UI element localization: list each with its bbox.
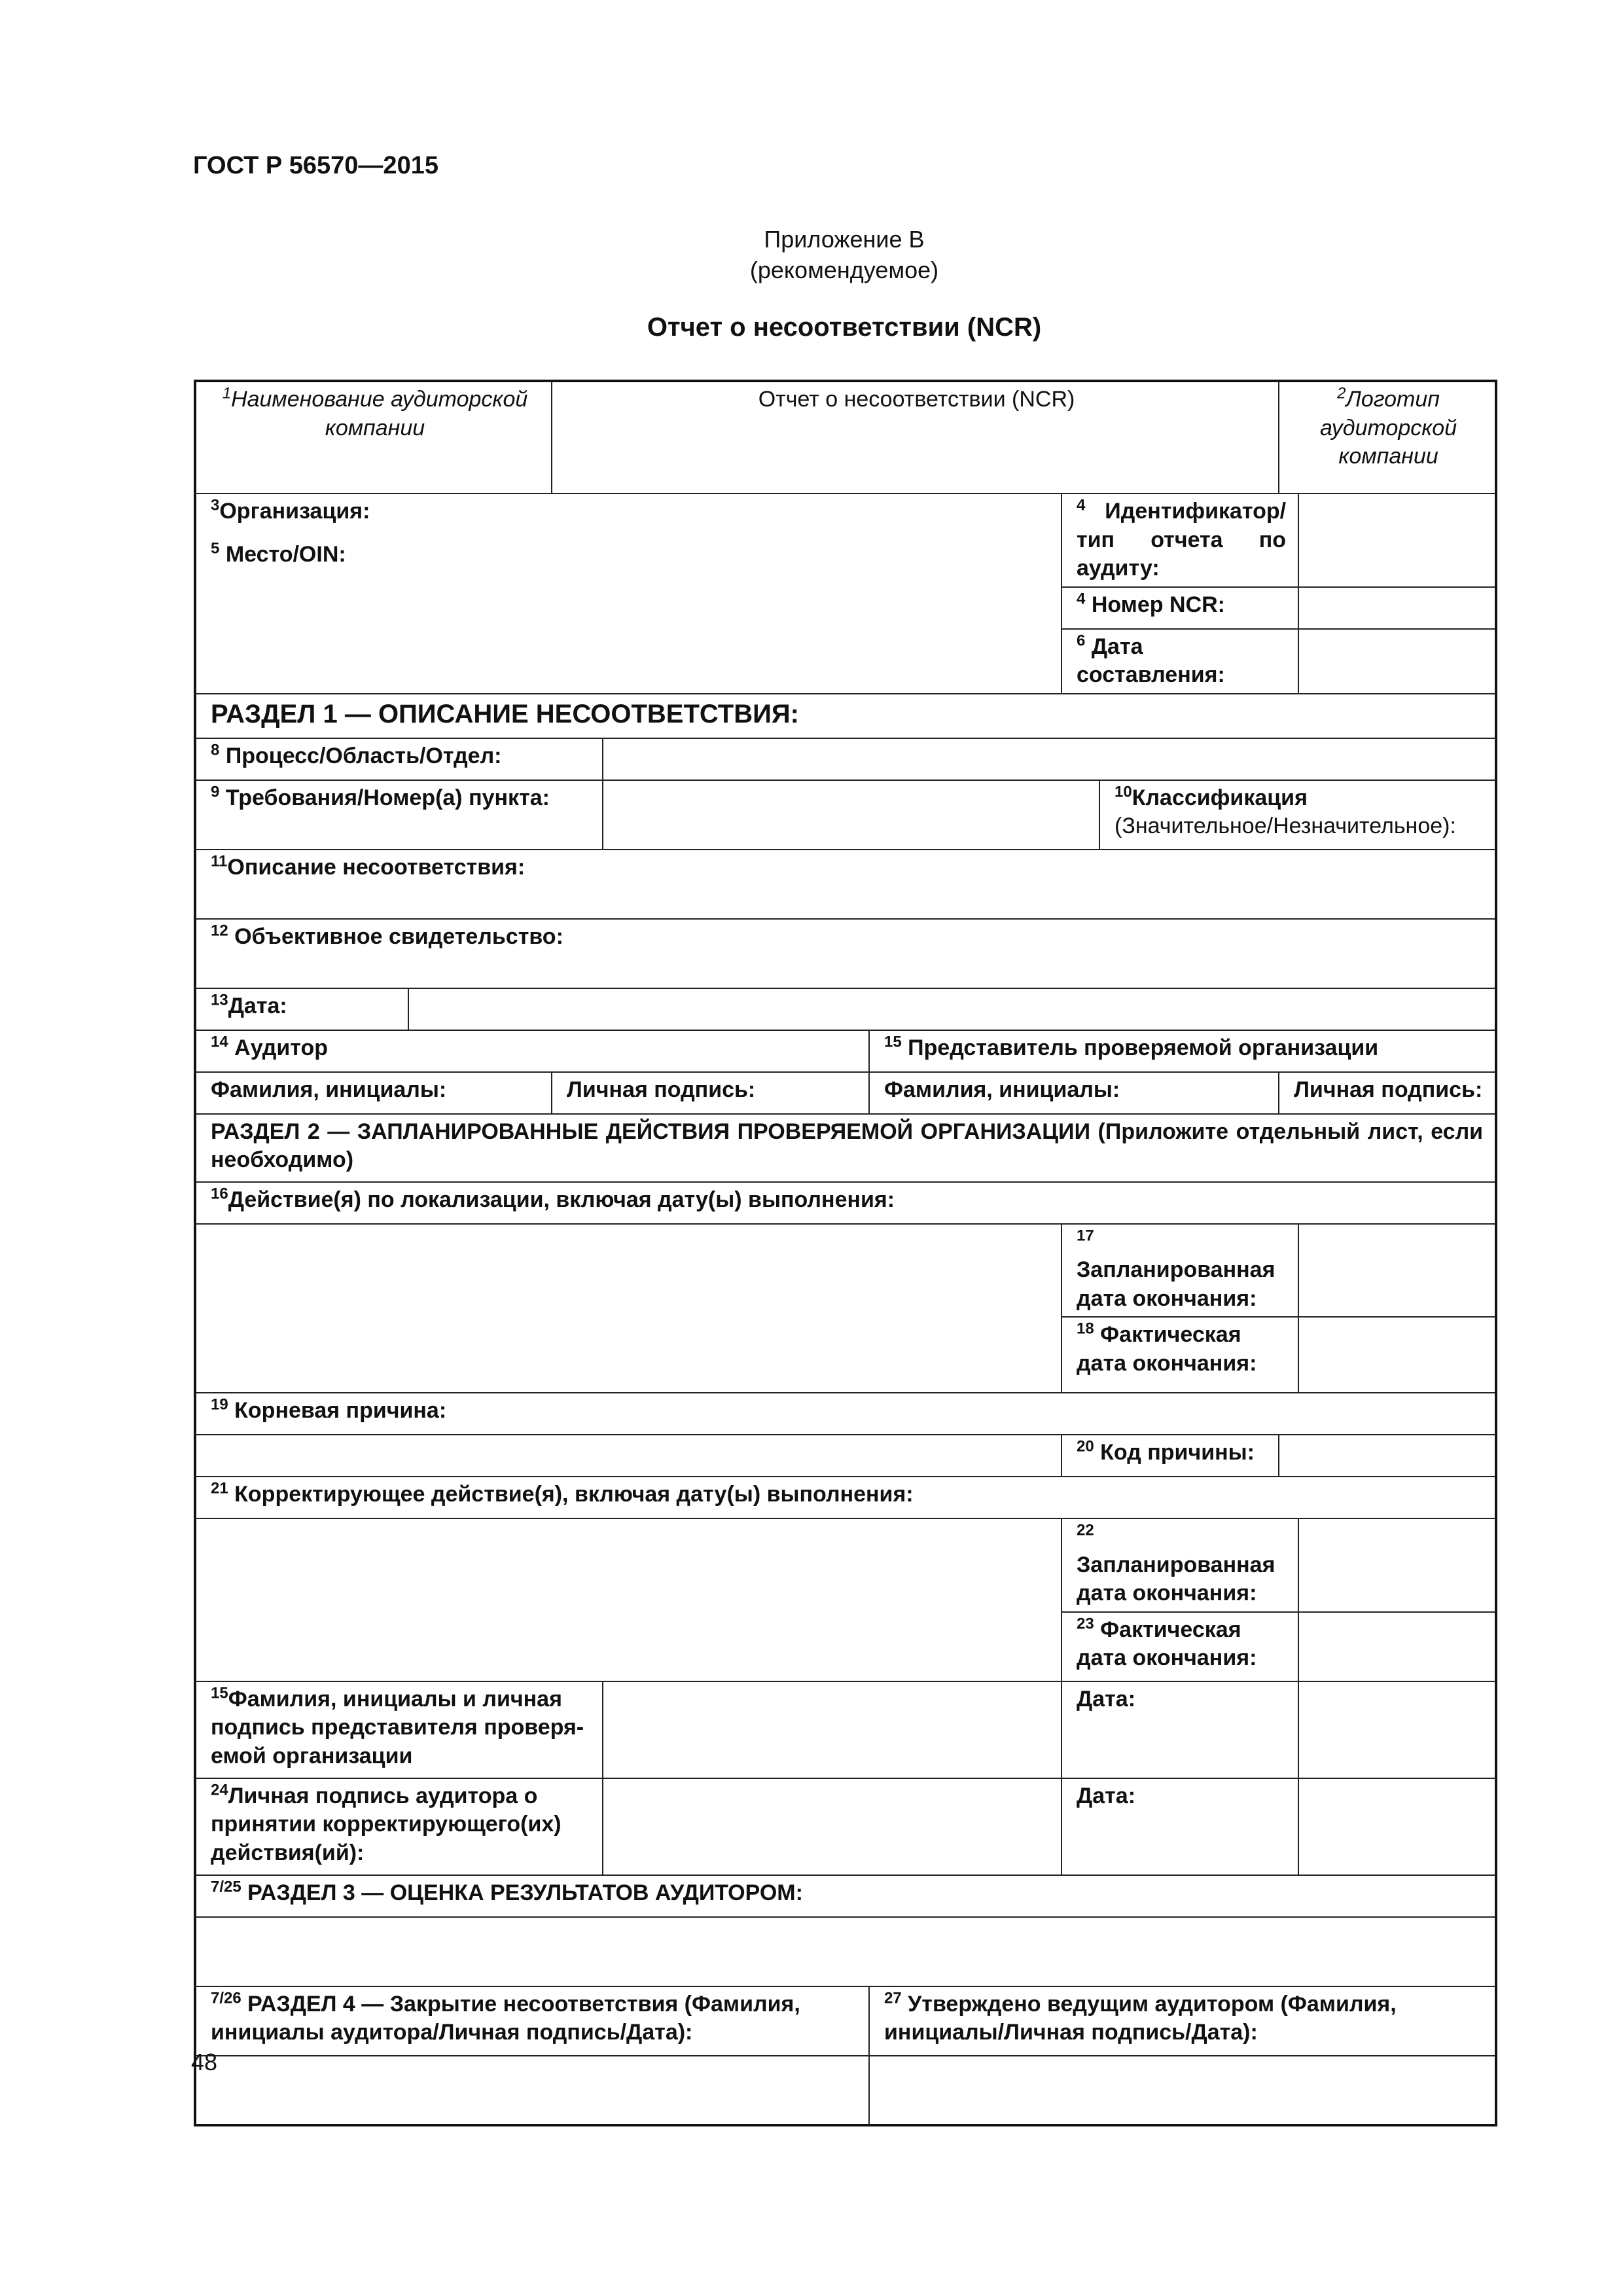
- organization-location-cell[interactable]: $^3$Организация: $^5$ Место/OIN:: [195, 493, 1061, 694]
- representative-signature-field[interactable]: Личная подпись:: [1279, 1072, 1496, 1114]
- standard-number: ГОСТ Р 56570—2015: [193, 152, 438, 179]
- form-center-title: Отчет о несоответствии (NCR): [552, 381, 1279, 493]
- root-cause-value[interactable]: [195, 1435, 1061, 1477]
- date-13-value[interactable]: [408, 988, 1496, 1030]
- root-cause-label: $^{19}$ Корневая причина:: [195, 1393, 1496, 1435]
- process-value[interactable]: [603, 738, 1496, 780]
- rep-date-field[interactable]: Дата:: [1061, 1681, 1298, 1778]
- actual-23-value[interactable]: [1298, 1612, 1496, 1681]
- evidence-cell[interactable]: $^{12}$ Объективное свидетельство:: [195, 919, 1496, 988]
- auditor-acceptance-label: $^{24}$Личная подпись аудитора о принятии корректирующего(их) действия(ий):: [195, 1778, 603, 1875]
- report-type-label: $^4$ Идентификатор/тип отчета по аудиту:: [1061, 493, 1298, 587]
- issue-date-label: $^6$ Дата составления:: [1061, 629, 1298, 694]
- planned-17-value[interactable]: [1298, 1224, 1496, 1318]
- requirements-value[interactable]: [603, 780, 1099, 850]
- planned-22-label: $^{22}$ Запланированная дата окончания:: [1061, 1518, 1298, 1612]
- section-3-value[interactable]: [195, 1917, 1496, 1986]
- rep-date-value[interactable]: [1298, 1681, 1496, 1778]
- actual-18-label: $^{18}$ Фактическая дата окончания:: [1061, 1317, 1298, 1393]
- corrective-label: $^{21}$ Корректирующее действие(я), включая дату(ы) выполнения:: [195, 1477, 1496, 1518]
- report-type-value[interactable]: [1298, 493, 1496, 587]
- auditor-signature-field[interactable]: Личная подпись:: [552, 1072, 869, 1114]
- classification-cell[interactable]: $^{10}$Классификация (Значительное/Незначительное):: [1099, 780, 1496, 850]
- actual-23-label: $^{23}$ Фактическая дата окончания:: [1061, 1612, 1298, 1681]
- rep-signature-label: $^{15}$Фамилия, инициалы и личная подпись представителя проверя-емой организации: [195, 1681, 603, 1778]
- page-number: 48: [191, 2049, 218, 2075]
- planned-22-value[interactable]: [1298, 1518, 1496, 1612]
- localization-label: $^{16}$Действие(я) по локализации, включая дату(ы) выполнения:: [195, 1182, 1496, 1224]
- cause-code-value[interactable]: [1279, 1435, 1496, 1477]
- auditor-header: $^{14}$ Аудитор: [195, 1030, 869, 1072]
- representative-header: $^{15}$ Представитель проверяемой организации: [869, 1030, 1496, 1072]
- representative-name-field[interactable]: Фамилия, инициалы:: [869, 1072, 1279, 1114]
- document-title: Отчет о несоответствии (NCR): [647, 313, 1042, 342]
- approved-heading: $^{27}$ Утверждено ведущим аудитором (Фамилия, инициалы/Личная подпись/Дата):: [869, 1986, 1496, 2056]
- process-label: $^8$ Процесс/Область/Отдел:: [195, 738, 603, 780]
- description-cell[interactable]: $^{11}$Описание несоответствия:: [195, 850, 1496, 919]
- corrective-value[interactable]: [195, 1518, 1061, 1681]
- auditor-acceptance-value[interactable]: [603, 1778, 1061, 1875]
- planned-17-label: $^{17}$ Запланированная дата окончания:: [1061, 1224, 1298, 1318]
- ncr-number-value[interactable]: [1298, 587, 1496, 629]
- appendix-label: Приложение В: [764, 226, 925, 253]
- ncr-number-label: $^4$ Номер NCR:: [1061, 587, 1298, 629]
- section-4-value[interactable]: [195, 2056, 869, 2125]
- cause-code-label: $^{20}$ Код причины:: [1061, 1435, 1279, 1477]
- auditor-logo-cell[interactable]: $^2$Логотип аудиторской компании: [1279, 381, 1496, 493]
- section-4-heading: $^{7/26}$ РАЗДЕЛ 4 — Закрытие несоответствия (Фамилия, инициалы аудитора/Личная подпись/Дата):: [195, 1986, 869, 2056]
- appendix-status: (рекомендуемое): [749, 257, 939, 283]
- requirements-label: $^9$ Требования/Номер(а) пункта:: [195, 780, 603, 850]
- auditor-date-field[interactable]: Дата:: [1061, 1778, 1298, 1875]
- auditor-company-name-cell[interactable]: $^1$Наименование аудиторской компании: [195, 381, 552, 493]
- date-13-label: $^{13}$Дата:: [195, 988, 408, 1030]
- rep-signature-value[interactable]: [603, 1681, 1061, 1778]
- section-1-heading: РАЗДЕЛ 1 — ОПИСАНИЕ НЕСООТВЕТСТВИЯ:: [195, 694, 1496, 738]
- section-2-heading: РАЗДЕЛ 2 — ЗАПЛАНИРОВАННЫЕ ДЕЙСТВИЯ ПРОВЕРЯЕМОЙ ОРГАНИЗАЦИИ (Приложите отдельный лист, если необходимо): [195, 1114, 1496, 1182]
- approved-value[interactable]: [869, 2056, 1496, 2125]
- ncr-form: [194, 380, 1497, 2126]
- section-3-heading: $^{7/25}$ РАЗДЕЛ 3 — ОЦЕНКА РЕЗУЛЬТАТОВ АУДИТОРОМ:: [195, 1875, 1496, 1917]
- auditor-name-field[interactable]: Фамилия, инициалы:: [195, 1072, 552, 1114]
- auditor-date-value[interactable]: [1298, 1778, 1496, 1875]
- actual-18-value[interactable]: [1298, 1317, 1496, 1393]
- localization-value[interactable]: [195, 1224, 1061, 1393]
- issue-date-value[interactable]: [1298, 629, 1496, 694]
